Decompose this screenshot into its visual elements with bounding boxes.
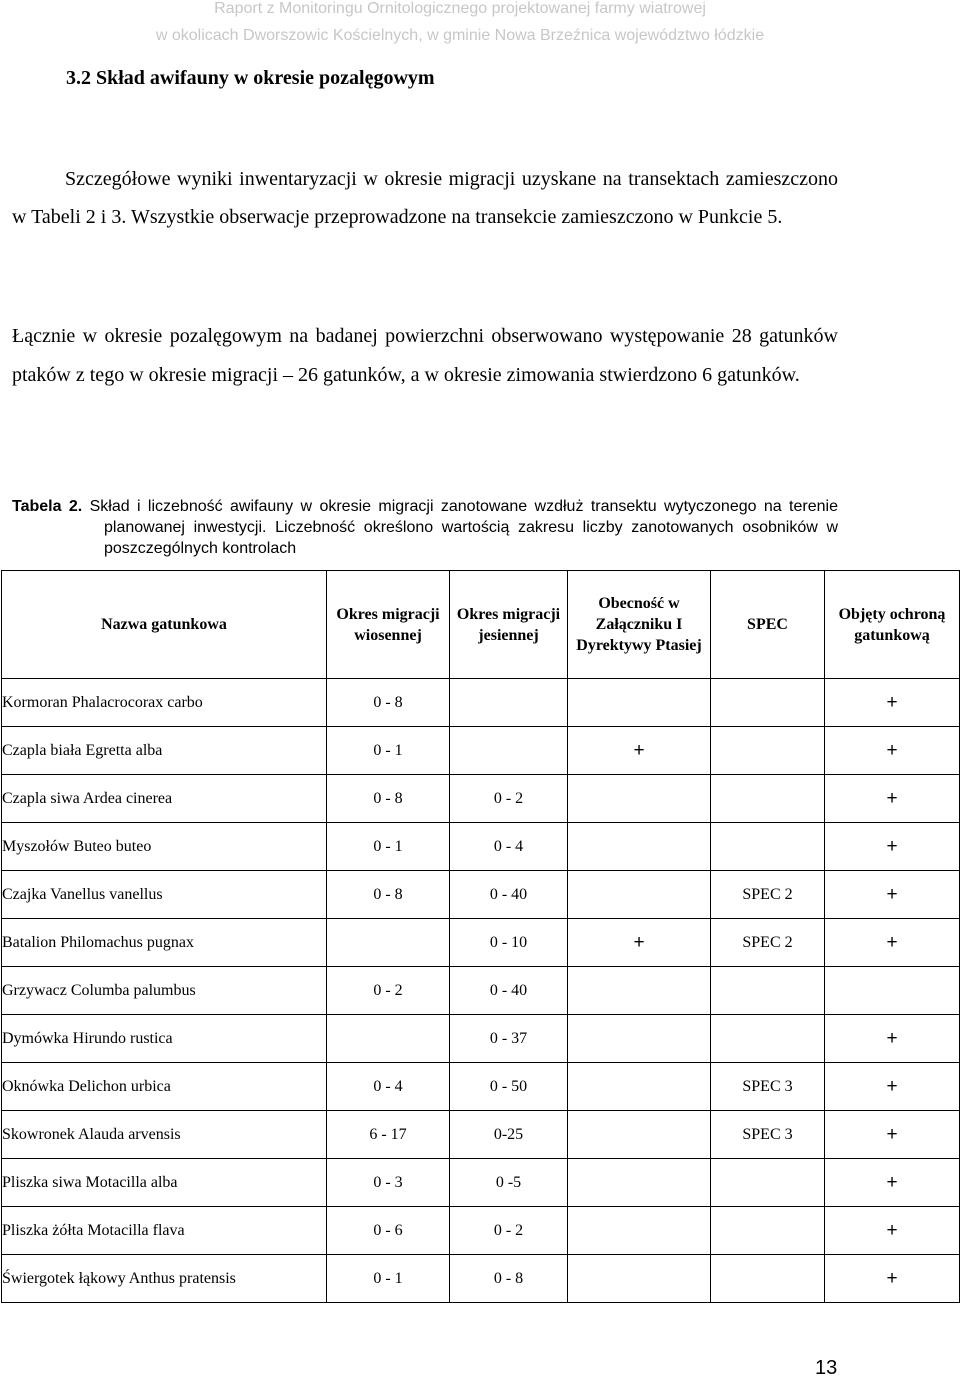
table-row: [2, 1159, 960, 1207]
table-row: [2, 967, 960, 1015]
table-row: [2, 775, 960, 823]
cell-protected: +: [825, 727, 960, 775]
cell-spring: 0 - 1: [327, 823, 450, 871]
cell-protected: +: [825, 823, 960, 871]
cell-name: Batalion Philomachus pugnax: [2, 919, 327, 967]
cell-spec: [711, 1207, 825, 1255]
cell-annex: [568, 679, 711, 727]
table-row: [2, 823, 960, 871]
cell-spring: 6 - 17: [327, 1111, 450, 1159]
cell-protected: +: [825, 775, 960, 823]
cell-spec: [711, 1255, 825, 1303]
cell-annex: +: [568, 919, 711, 967]
cell-protected: +: [825, 1159, 960, 1207]
cell-spring: 0 - 1: [327, 1255, 450, 1303]
cell-spec: [711, 967, 825, 1015]
cell-name: Kormoran Phalacrocorax carbo: [2, 679, 327, 727]
species-table: [1, 570, 960, 1303]
cell-protected: +: [825, 679, 960, 727]
table-row: [2, 1111, 960, 1159]
cell-name: Pliszka siwa Motacilla alba: [2, 1159, 327, 1207]
cell-autumn: 0 - 40: [450, 871, 568, 919]
table-row: [2, 1207, 960, 1255]
cell-spec: [711, 727, 825, 775]
col-header-autumn: Okres migracji jesiennej: [450, 571, 568, 679]
cell-autumn: 0 - 4: [450, 823, 568, 871]
paragraph-summary: Łącznie w okresie pozalęgowym na badanej powierzchni obserwowano występowanie 28 gatunków ptaków z tego w okresie migracji – 26 gatunków, a w okresie zimowania stwierdzono 6 gatunków.: [12, 325, 838, 386]
cell-protected: +: [825, 1015, 960, 1063]
caption-label: Tabela 2.: [12, 498, 83, 515]
col-header-annex: Obecność w Załączniku I Dyrektywy Ptasiej: [568, 571, 711, 679]
cell-spring: 0 - 8: [327, 775, 450, 823]
cell-name: Myszołów Buteo buteo: [2, 823, 327, 871]
cell-annex: [568, 871, 711, 919]
cell-autumn: 0 - 40: [450, 967, 568, 1015]
running-header-line1: Raport z Monitoringu Ornitologicznego projektowanej farmy wiatrowej: [214, 0, 706, 17]
cell-spec: [711, 775, 825, 823]
cell-annex: [568, 1255, 711, 1303]
page-number: 13: [815, 1357, 838, 1379]
cell-name: Świergotek łąkowy Anthus pratensis: [2, 1255, 327, 1303]
cell-annex: [568, 1159, 711, 1207]
cell-spec: SPEC 2: [711, 919, 825, 967]
cell-spec: [711, 1015, 825, 1063]
cell-name: Oknówka Delichon urbica: [2, 1063, 327, 1111]
cell-annex: [568, 775, 711, 823]
cell-name: Grzywacz Columba palumbus: [2, 967, 327, 1015]
caption-text: Skład i liczebność awifauny w okresie migracji zanotowane wzdłuż transektu wytyczonego na terenie planowanej inwestycji. Liczebność określono wartością zakresu liczby zanotowanych osobników w poszczególnych kontrolach: [89, 498, 838, 557]
cell-autumn: 0 - 50: [450, 1063, 568, 1111]
cell-autumn: 0 - 8: [450, 1255, 568, 1303]
cell-spring: 0 - 3: [327, 1159, 450, 1207]
cell-annex: [568, 1111, 711, 1159]
cell-name: Czapla siwa Ardea cinerea: [2, 775, 327, 823]
cell-protected: +: [825, 1207, 960, 1255]
col-header-spring: Okres migracji wiosennej: [327, 571, 450, 679]
cell-annex: +: [568, 727, 711, 775]
cell-name: Czapla biała Egretta alba: [2, 727, 327, 775]
table-header-row: [2, 571, 960, 679]
cell-spec: [711, 823, 825, 871]
cell-annex: [568, 967, 711, 1015]
cell-spec: SPEC 3: [711, 1111, 825, 1159]
cell-autumn: 0-25: [450, 1111, 568, 1159]
cell-annex: [568, 1015, 711, 1063]
table-row: [2, 1063, 960, 1111]
cell-spring: 0 - 4: [327, 1063, 450, 1111]
cell-spring: [327, 1015, 450, 1063]
cell-name: Dymówka Hirundo rustica: [2, 1015, 327, 1063]
col-header-spec: SPEC: [711, 571, 825, 679]
running-header-line2: w okolicach Dworszowic Kościelnych, w gminie Nowa Brzeźnica województwo łódzkie: [155, 27, 765, 44]
section-title: 3.2 Skład awifauny w okresie pozalęgowym: [66, 67, 435, 89]
cell-autumn: 0 - 2: [450, 1207, 568, 1255]
cell-spring: 0 - 8: [327, 679, 450, 727]
cell-name: Pliszka żółta Motacilla flava: [2, 1207, 327, 1255]
paragraph-results: Szczegółowe wyniki inwentaryzacji w okresie migracji uzyskane na transektach zamieszczono w Tabeli 2 i 3. Wszystkie obserwacje przeprowadzone na transekcie zamieszczono w Punkcie 5.: [12, 168, 838, 228]
table-row: [2, 727, 960, 775]
cell-protected: +: [825, 919, 960, 967]
cell-protected: [825, 967, 960, 1015]
cell-spring: [327, 919, 450, 967]
table-row: [2, 1255, 960, 1303]
table-row: [2, 871, 960, 919]
col-header-name: Nazwa gatunkowa: [2, 571, 327, 679]
cell-name: Czajka Vanellus vanellus: [2, 871, 327, 919]
cell-protected: +: [825, 1111, 960, 1159]
cell-autumn: [450, 679, 568, 727]
cell-protected: +: [825, 1255, 960, 1303]
cell-spring: 0 - 1: [327, 727, 450, 775]
cell-spring: 0 - 6: [327, 1207, 450, 1255]
cell-autumn: 0 - 37: [450, 1015, 568, 1063]
cell-spec: SPEC 2: [711, 871, 825, 919]
cell-annex: [568, 823, 711, 871]
cell-autumn: 0 -5: [450, 1159, 568, 1207]
table-row: [2, 1015, 960, 1063]
cell-protected: +: [825, 1063, 960, 1111]
cell-annex: [568, 1063, 711, 1111]
table-row: [2, 679, 960, 727]
cell-autumn: 0 - 10: [450, 919, 568, 967]
table-caption: [12, 496, 838, 559]
cell-protected: +: [825, 871, 960, 919]
cell-spec: [711, 1159, 825, 1207]
cell-spring: 0 - 8: [327, 871, 450, 919]
cell-name: Skowronek Alauda arvensis: [2, 1111, 327, 1159]
table-row: [2, 919, 960, 967]
cell-spec: [711, 679, 825, 727]
cell-autumn: 0 - 2: [450, 775, 568, 823]
cell-autumn: [450, 727, 568, 775]
cell-spec: SPEC 3: [711, 1063, 825, 1111]
cell-spring: 0 - 2: [327, 967, 450, 1015]
col-header-protected: Objęty ochroną gatunkową: [825, 571, 960, 679]
cell-annex: [568, 1207, 711, 1255]
